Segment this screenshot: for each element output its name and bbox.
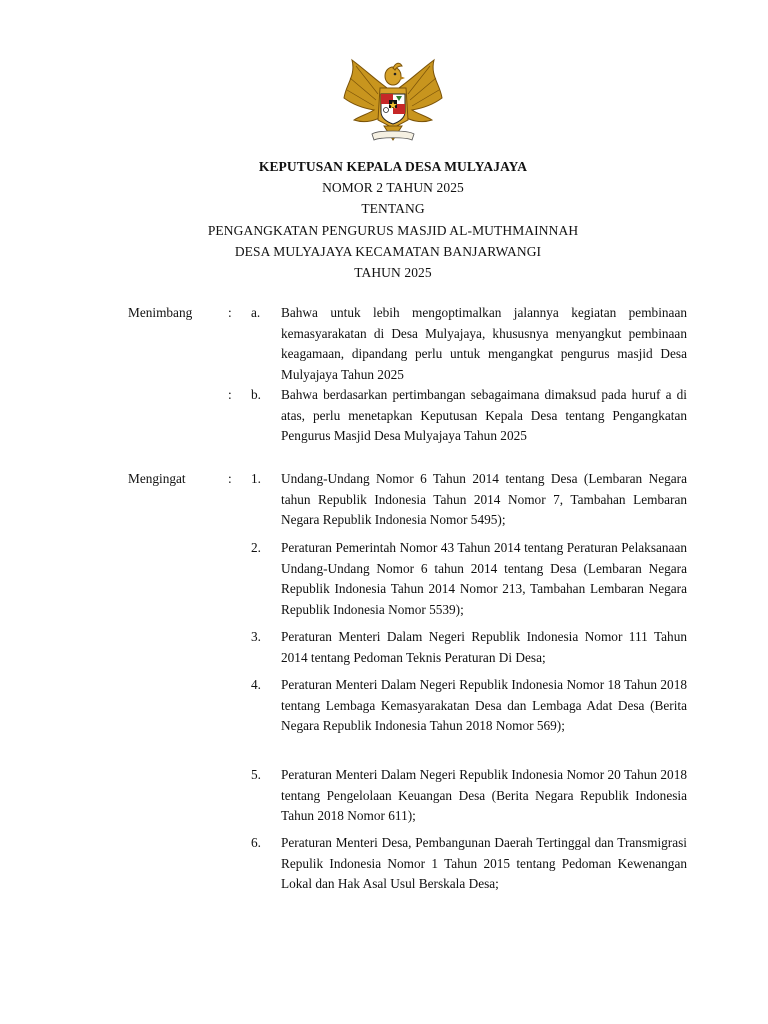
decree-subject-line2: DESA MULYAJAYA KECAMATAN BANJARWANGI (234, 243, 542, 259)
item-text: Peraturan Menteri Dalam Negeri Republik Indonesia Nomor 18 Tahun 2018 tentang Lembaga Kemasyarakatan Desa dan Lembaga Adat Desa (Berita Negara Republik Indonesia Tahun 2018 Nomor 569); (281, 677, 687, 734)
item-marker: 2. (251, 540, 261, 555)
decree-number: NOMOR 2 TAHUN 2025 (322, 180, 464, 196)
decree-heading (0, 156, 768, 283)
decree-about: TENTANG (361, 201, 425, 217)
item-marker: 5. (251, 767, 261, 782)
decree-title: KEPUTUSAN KEPALA DESA MULYAJAYA (258, 159, 528, 174)
decree-subject-line1: PENGANGKATAN PENGURUS MASJID AL-MUTHMAINNAH (207, 222, 579, 238)
garuda-emblem-icon (338, 54, 448, 146)
item-marker: a. (251, 305, 261, 320)
item-text: Peraturan Menteri Dalam Negeri Republik Indonesia Nomor 20 Tahun 2018 tentang Pengelolaan Keuangan Desa (Berita Negara Republik Indonesia Tahun 2018 Nomor 611); (281, 767, 687, 824)
item-marker: 3. (251, 629, 261, 644)
menimbang-label: Menimbang (128, 305, 193, 320)
item-marker: b. (251, 387, 261, 402)
item-marker: 6. (251, 835, 261, 850)
decree-year: TAHUN 2025 (354, 265, 432, 281)
item-marker: 4. (251, 677, 261, 692)
item-marker: 1. (251, 471, 261, 486)
item-text: Peraturan Menteri Dalam Negeri Republik Indonesia Nomor 111 Tahun 2014 tentang Pedoman Teknis Peraturan Di Desa; (281, 629, 687, 665)
item-text: Peraturan Menteri Desa, Pembangunan Daerah Tertinggal dan Transmigrasi Repulik Indonesia Nomor 1 Tahun 2015 tentang Pedoman Kewenangan Lokal dan Hak Asal Usul Berskala Desa; (281, 835, 687, 892)
item-text: Bahwa untuk lebih mengoptimalkan jalannya kegiatan pembinaan kemasyarakatan di Desa Mulyajaya, khususnya menyangkut pembinaan keagamaan, dipandang perlu untuk mengangkat pengurus masjid Desa Mulyajaya Tahun 2025 (281, 305, 687, 382)
item-text: Peraturan Pemerintah Nomor 43 Tahun 2014 tentang Peraturan Pelaksanaan Undang-Undang Nomor 6 tahun 2014 tentang Desa (Lembaran Negara Republik Indonesia Tahun 2014 Nomor 213, Tambahan Lembaran Negara Republik Indonesia Nomor 5539); (281, 540, 687, 617)
item-text: Undang-Undang Nomor 6 Tahun 2014 tentang Desa (Lembaran Negara tahun Republik Indonesia Tahun 2014 Nomor 7, Tambahan Lembaran Negara Republik Indonesia Nomor 5495); (281, 471, 687, 528)
mengingat-label: Mengingat (128, 471, 186, 486)
menimbang-colon: : (228, 387, 232, 402)
menimbang-colon: : (228, 305, 232, 320)
mengingat-colon: : (228, 471, 232, 486)
item-text: Bahwa berdasarkan pertimbangan sebagaimana dimaksud pada huruf a di atas, perlu menetapkan Keputusan Kepala Desa tentang Pengangkatan Pengurus Masjid Desa Mulyajaya Tahun 2025 (281, 387, 687, 444)
